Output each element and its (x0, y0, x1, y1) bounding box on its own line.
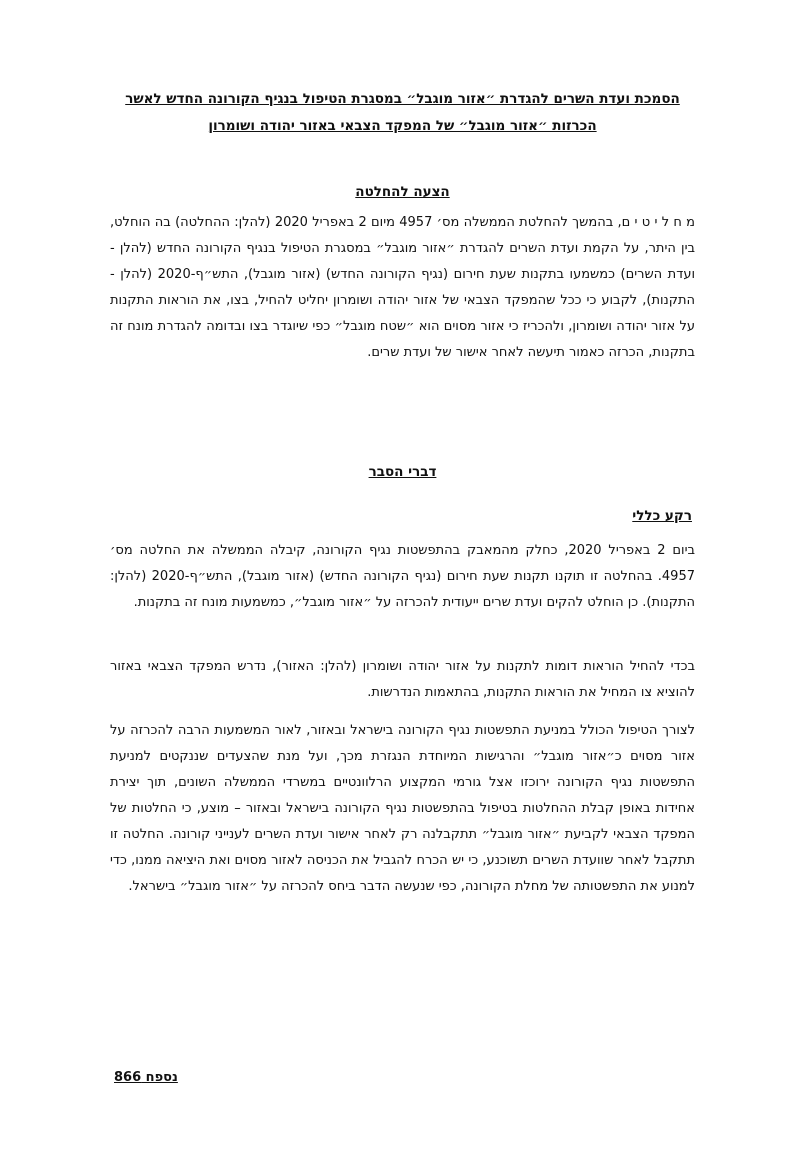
page-number: נספח 866 (114, 1070, 178, 1085)
document-title: הסמכת ועדת השרים להגדרת ״אזור מוגבל״ במסגרת הטיפול בנגיף הקורונה החדש לאשר הכרזות ״אזור מוגבל״ של המפקד הצבאי באזור יהודה ושומרון (125, 91, 680, 134)
explanation-paragraph-3: לצורך הטיפול הכולל במניעת התפשטות נגיף הקורונה בישראל ובאזור, לאור המשמעות הרבה להכרזה על אזור מסוים כ״אזור מוגבל״ והרגישות המיוחדת הנגזרת מכך, ועל מנת שהצעדים שננקטים למניעת התפשטות נגיף הקורונה ירוכזו אצל גורמי המקצוע הרלוונטיים במשרדי הממשלה השונים, תוך יצירת אחידות באופן קבלת ההחלטות בטיפול בהתפשטות נגיף הקורונה בישראל ובאזור – מוצע, כי החלטות של המפקד הצבאי לקביעת ״אזור מוגבל״ תתקבלנה רק לאחר אישור ועדת השרים לענייני קורונה. החלטה זו תתקבל לאחר שוועדת השרים תשוכנע, כי יש הכרח להגביל את הכניסה לאזור מסוים ואת היציאה ממנו, כדי למנוע את התפשטותה של מחלת הקורונה, כפי שנעשה הדבר ביחס להכרזה על ״אזור מוגבל״ בישראל. (110, 723, 695, 894)
explanation-paragraph-1: ביום 2 באפריל 2020, כחלק מהמאבק בהתפשטות נגיף הקורונה, קיבלה הממשלה את החלטה מס׳ 4957. בהחלטה זו תוקנו תקנות שעת חירום (נגיף הקורונה החדש) (אזור מוגבל), התש״ף-2020 (להלן: התקנות). כן הוחלט להקים ועדת שרים ייעודית להכרזה על ״אזור מוגבל״, כמשמעות מונח זה בתקנות. (110, 543, 695, 610)
background-subheading: רקע כללי (632, 508, 692, 524)
explanation-heading: דברי הסבר (368, 464, 437, 480)
proposal-paragraph: מ ח ל י ט י ם, בהמשך להחלטת הממשלה מס׳ 4957 מיום 2 באפריל 2020 (להלן: ההחלטה) בה הוחלט, בין היתר, על הקמת ועדת השרים להגדרת ״אזור מוגבל״ במסגרת הטיפול בנגיף הקורונה החדש (להלן - ועדת השרים) כמשמעו בתקנות שעת חירום (נגיף הקורונה החדש) (אזור מוגבל), התש״ף-2020 (להלן - התקנות), לקבוע כי ככל שהמפקד הצבאי של אזור יהודה ושומרון יחליט להחיל, בצו, את הוראות התקנות על אזור יהודה ושומרון, ולהכריז כי אזור מסוים הוא ״שטח מוגבל״ כפי שיוגדר בצו ובדומה להגדרת מונח זה בתקנות, הכרזה כאמור תיעשה לאחר אישור של ועדת שרים. (110, 215, 696, 360)
explanation-paragraph-2: בכדי להחיל הוראות דומות לתקנות על אזור יהודה ושומרון (להלן: האזור), נדרש המפקד הצבאי באזור להוציא צו המחיל את הוראות התקנות, בהתאמות הנדרשות. (110, 659, 695, 700)
proposal-heading: הצעה להחלטה (355, 184, 450, 200)
